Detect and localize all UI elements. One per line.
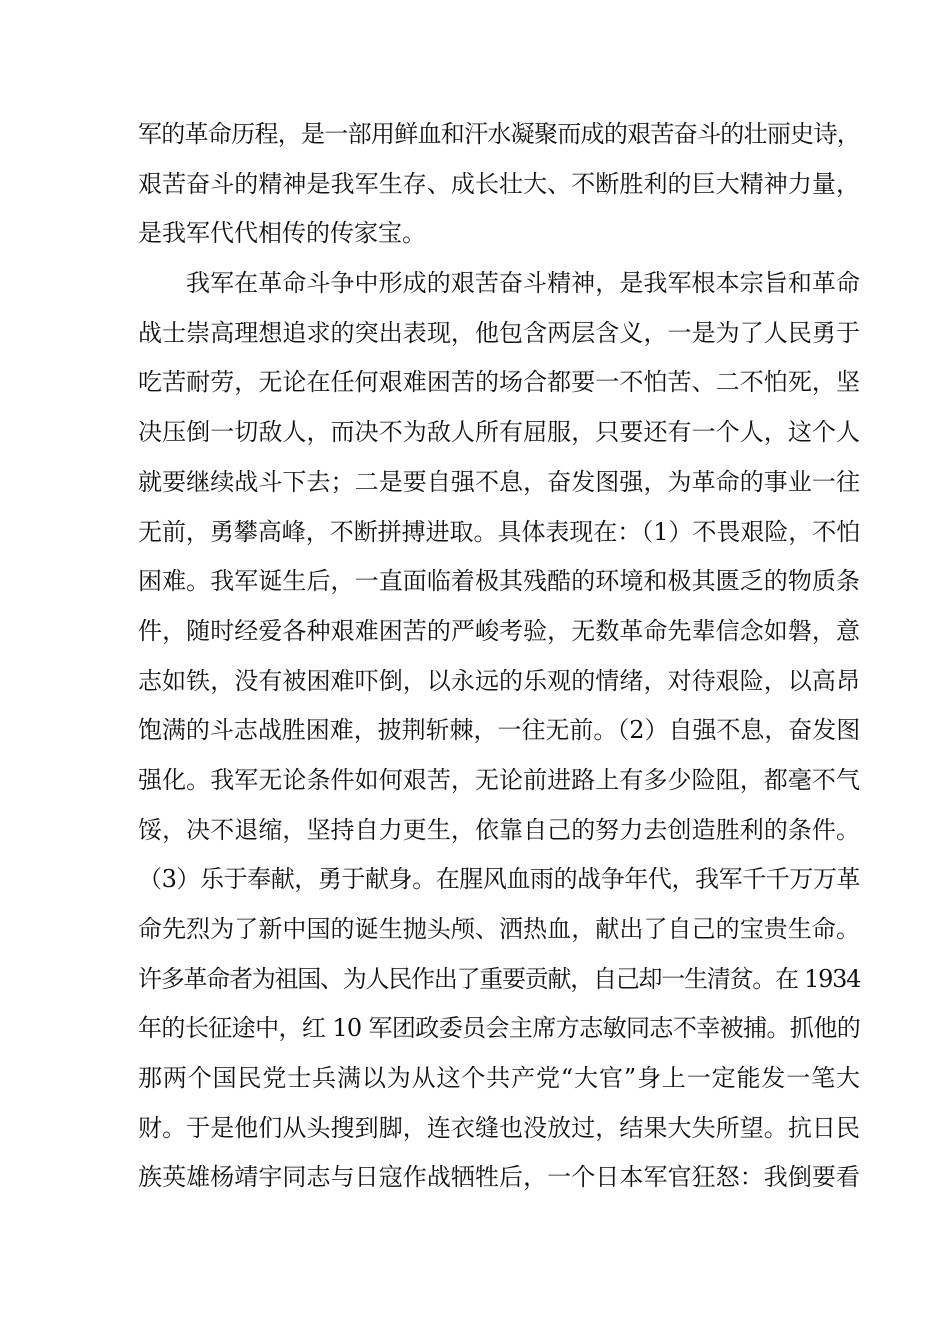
text-line: 命先烈为了新中国的诞生抛头颅、洒热血，献出了自己的宝贵生命。	[138, 915, 860, 943]
text-line: 志如铁，没有被困难吓倒，以永远的乐观的情绪，对待艰险，以高昂	[138, 666, 860, 695]
text-line: 件，随时经爱各种艰难困苦的严峻考验，无数革命先辈信念如磐，意	[138, 616, 860, 645]
text-line: 决压倒一切敌人，而决不为敌人所有屈服，只要还有一个人，这个人	[138, 418, 860, 447]
text-line: 吃苦耐劳，无论在任何艰难困苦的场合都要一不怕苦、二不怕死，坚	[138, 368, 860, 397]
text-line: 军的革命历程，是一部用鲜血和汗水凝聚而成的艰苦奋斗的壮丽史诗，	[138, 120, 860, 148]
text-line: 族英雄杨靖宇同志与日寇作战牺牲后，一个日本军官狂怒：我倒要看	[138, 1163, 860, 1192]
text-line: 馁，决不退缩，坚持自力更生，依靠自己的努力去创造胜利的条件。	[138, 815, 860, 844]
text-line: 那两个国民党士兵满以为从这个共产党“大官”身上一定能发一笔大	[138, 1064, 860, 1093]
text-line: 就要继续战斗下去；二是要自强不息，奋发图强，为革命的事业一往	[138, 467, 860, 496]
text-line: （3）乐于奉献，勇于献身。在腥风血雨的战争年代，我军千千万万革	[138, 865, 860, 894]
text-line: 困难。我军诞生后，一直面临着极其残酷的环境和极其匮乏的物质条	[138, 567, 860, 596]
text-line: 许多革命者为祖国、为人民作出了重要贡献，自己却一生清贫。在 1934	[138, 964, 861, 993]
text-line: 艰苦奋斗的精神是我军生存、成长壮大、不断胜利的巨大精神力量，	[138, 169, 860, 198]
text-line: 财。于是他们从头搜到脚，连衣缝也没放过，结果大失所望。抗日民	[138, 1113, 860, 1142]
text-line: 我军在革命斗争中形成的艰苦奋斗精神，是我军根本宗旨和革命	[186, 269, 860, 298]
text-line: 饱满的斗志战胜困难，披荆斩棘，一往无前。（2）自强不息，奋发图	[138, 716, 860, 745]
text-line: 是我军代代相传的传家宝。	[138, 219, 426, 248]
text-line: 强化。我军无论条件如何艰苦，无论前进路上有多少险阻，都毫不气	[138, 765, 860, 794]
text-line: 无前，勇攀高峰，不断拼搏进取。具体表现在：（1）不畏艰险，不怕	[138, 517, 860, 546]
text-line: 战士崇高理想追求的突出表现，他包含两层含义，一是为了人民勇于	[138, 318, 860, 347]
text-line: 年的长征途中，红 10 军团政委员会主席方志敏同志不幸被捕。抓他的	[138, 1014, 860, 1043]
body-text	[138, 110, 860, 1203]
